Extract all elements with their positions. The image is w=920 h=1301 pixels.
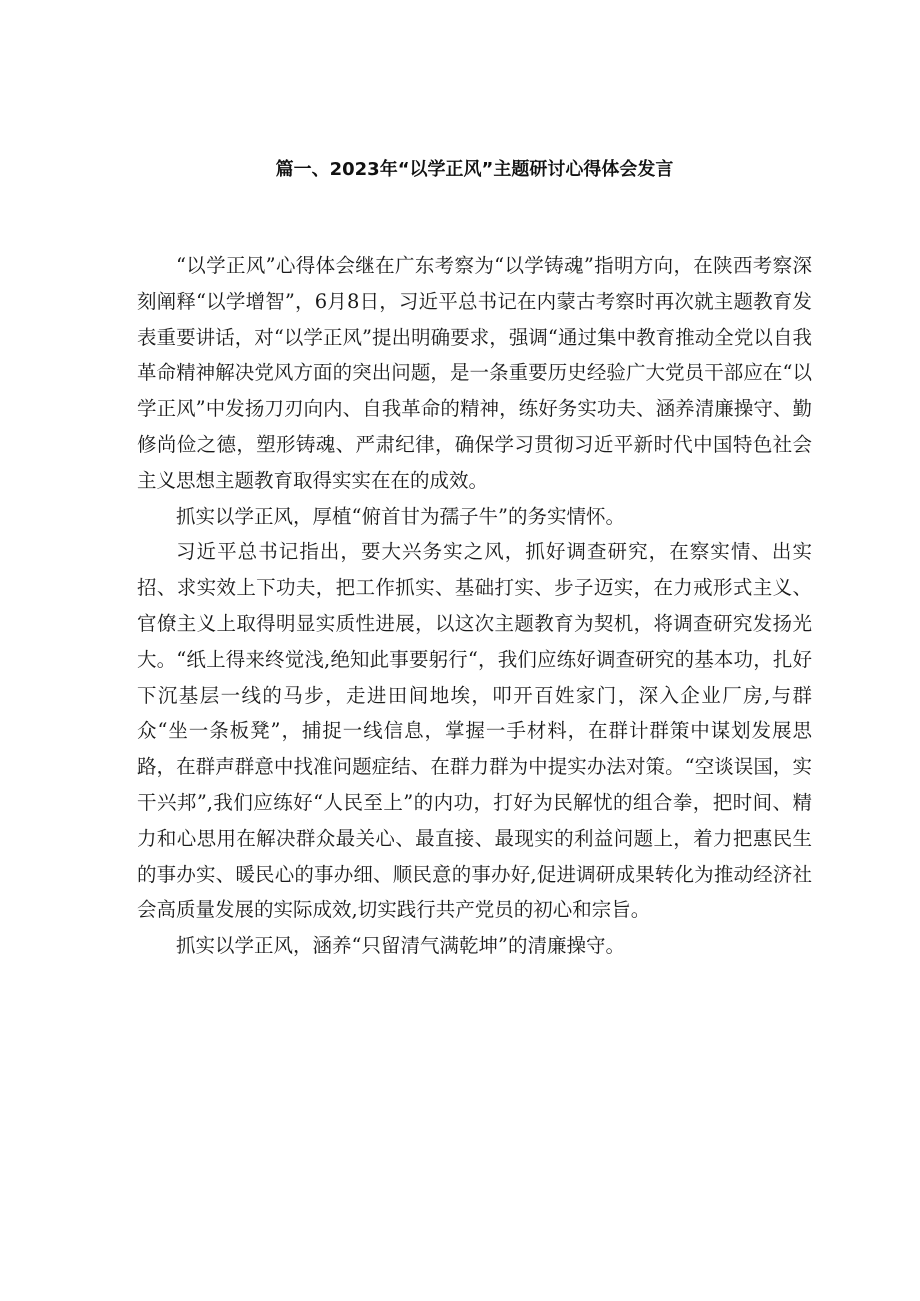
document-title: 篇一、2023年“以学正风”主题研讨心得体会发言 [275, 159, 674, 180]
paragraph-section-heading-1: 抓实以学正风，厚植“俯首甘为孺子牛”的务实情怀。 [176, 504, 625, 528]
paragraph-intro: “以学正风”心得体会继在广东考察为“以学铸魂”指明方向，在陕西考察深刻阐释“以学增智”，6月8日，习近平总书记在内蒙古考察时再次就主题教育发表重要讲话，对“以学正风”提出明确要求，强调“通过集中教育推动全党以自我革命精神解决党风方面的突出问题，是一条重要历史经验广大党员干部应在“以学正风”中发扬刀刃向内、自我革命的精神，练好务实功夫、涵养清廉操守、勤修尚俭之德，塑形铸魂、严肃纪律，确保学习贯彻习近平新时代中国特色社会主义思想主题教育取得实实在在的成效。 [137, 254, 812, 492]
paragraph-section-body-1: 习近平总书记指出，要大兴务实之风，抓好调查研究，在察实情、出实招、求实效上下功夫，把工作抓实、基础打实、步子迈实，在力戒形式主义、官僚主义上取得明显实质性进展，以这次主题教育为契机，将调查研究发扬光大。“纸上得来终觉浅,绝知此事要躬行“，我们应练好调查研究的基本功，扎好下沉基层一线的马步，走进田间地埃，叩开百姓家门，深入企业厂房,与群众“坐一条板凳”，捕捉一线信息，掌握一手材料，在群计群策中谋划发展思路，在群声群意中找准问题症结、在群力群为中提实办法对策。“空谈误国，实干兴邦”,我们应练好“人民至上”的内功，打好为民解忧的组合拳，把时间、精力和心思用在解决群众最关心、最直接、最现实的利益问题上，着力把惠民生的事办实、暖民心的事办细、顺民意的事办好,促进调研成果转化为推动经济社会高质量发展的实际成效,切实践行共产党员的初心和宗旨。 [137, 540, 812, 922]
document-body [137, 248, 812, 964]
paragraph-section-heading-2: 抓实以学正风，涵养“只留清气满乾坤”的清廉操守。 [176, 934, 625, 958]
